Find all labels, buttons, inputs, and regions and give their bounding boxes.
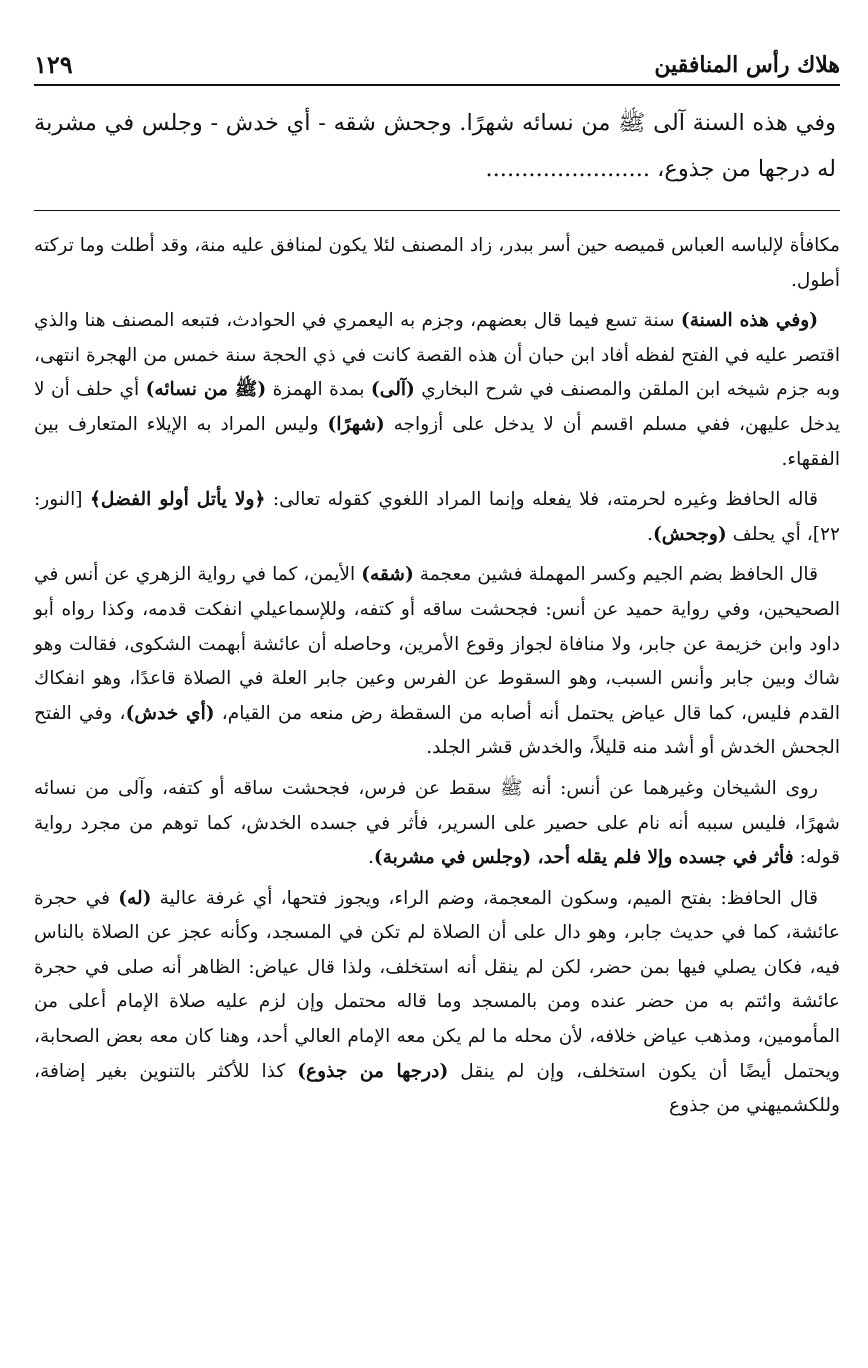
commentary-paragraph-1: مكافأة لإلباسه العباس قميصه حين أسر ببدر، زاد المصنف لئلا يكون لمنافق عليه منة، وقد أطلت وما تركته أطول. [34,235,840,291]
lemma: (ﷺ من نسائه) [145,379,267,401]
commentary-paragraph-4 [34,558,840,766]
book-page [34,44,840,1130]
commentary-text: أي حلف أن لا يدخل عليهن، ففي مسلم اقسم أن لا يدخل على أزواجه [34,379,841,435]
commentary-paragraph-2 [34,304,840,477]
commentary-text: . [367,847,374,869]
main-text-divider [34,210,840,211]
commentary-text: ، وفي الفتح الجحش الخدش أو أشد منه قليلاً، والخدش قشر الجلد. [34,702,840,759]
commentary-text: الأيمن، كما في رواية الزهري عن أنس في الصحيحين، وفي رواية حميد عن أنس: فجحشت ساقه أو كتفه، وللإسماعيلي انفكت قدمه، وكذا رواه أبو داود وابن خزيمة عن جابر، ولا منافاة لجواز وقوع الأمرين، وحاصله أن عائشة أبهمت الشكوى، فقالت وهو شاك وبين جابر وأنس السبب، وهو السقوط عن الفرس وعين جابر العلة في الصلاة قاعدًا، وهو انفكاك القدم فليس، كما قال عياض يحتمل أنه أصابه من السقطة رض منعه من القيام، [34,564,840,724]
quran-quote: ﴿ولا يأتل أولو الفضل﴾ [90,489,266,511]
commentary-text: قال الحافظ: بفتح الميم، وسكون المعجمة، وضم الراء، ويجوز فتحها، أي غرفة عالية [151,887,818,909]
commentary-text: كذا للأكثر بالتنوين بغير إضافة، وللكشميهني من جذوع [34,1060,840,1117]
page-number: ١٢٩ [34,50,73,79]
commentary-text: بمدة الهمزة [266,379,371,401]
commentary-text: سنة تسع فيما قال بعضهم، وجزم به اليعمري في الحوادث، فتبعه المصنف هنا والذي اقتصر عليه في الفتح لفظه أفاد ابن حبان أن هذه القصة كانت في ذي الحجة سنة خمس من الهجرة انتهى، وبه جزم شيخه ابن الملقن والمصنف في شرح البخاري [34,310,840,401]
lemma: (شهرًا) [327,413,385,435]
commentary-paragraph-3 [34,483,840,552]
commentary-paragraph-5 [34,772,840,876]
commentary-text: وليس المراد به الإيلاء المتعارف بين الفقهاء. [34,413,840,470]
commentary-text: روى الشيخان وغيرهما عن أنس: أنه ﷺ سقط عن فرس، فجحشت ساقه أو كتفه، وآلى من نسائه شهرًا، فليس سببه أنه نام على حصير على السرير، فأثر في جسده الخدش، كما توهم من مجرد رواية قوله: [34,777,840,869]
lemma: (وجحش) [652,523,727,545]
lemma: (درجها من جذوع) [297,1060,449,1082]
commentary-text: [النور: ٢٢]، أي يحلف [34,489,840,545]
commentary-text: . [647,523,653,545]
page-header [34,44,840,86]
lemma: (آلى) [370,379,415,401]
lemma: (أي خدش) [125,702,215,724]
lemma: (شقه) [361,564,414,586]
running-title: هلاك رأس المنافقين [654,52,840,78]
commentary-text: قاله الحافظ وغيره لحرمته، فلا يفعله وإنما المراد اللغوي كقوله تعالى: [265,489,818,511]
commentary-text: قال الحافظ بضم الجيم وكسر المهملة فشين معجمة [413,564,818,586]
lemma: (له) [118,887,152,909]
commentary-paragraph-6 [34,882,840,1124]
commentary-text: في حجرة عائشة، كما في حديث جابر، وهو دال على أن الصلاة لم تكن في المسجد، وكأنه عجز عن الصلاة بالناس فيه، فكان يصلي فيها بمن حضر، لكن لم ينقل أنه استخلف، ولذا قال عياض: الظاهر أنه صلى في حجرة عائشة وائتم به من حضر عنده ومن بالمسجد وما قاله محتمل وإن لزم عليه صلاة الإمام أعلى من المأمومين، ومذهب عياض خلافه، لأن محله ما لم يكن معه الإمام العالي أحد، وهنا كان معه بعض الصحابة، ويحتمل أيضًا أن يكون استخلف، وإن لم ينقل [34,887,840,1082]
lemma: (وفي هذه السنة) [680,310,819,332]
main-text: وفي هذه السنة آلى ﷺ من نسائه شهرًا. وجحش شقه - أي خدش - وجلس في مشربة له درجها من جذوع، ....................... [34,110,836,182]
commentary [34,229,840,1124]
lemma: فأثر في جسده وإلا فلم يقله أحد، (وجلس في مشربة) [373,847,794,869]
